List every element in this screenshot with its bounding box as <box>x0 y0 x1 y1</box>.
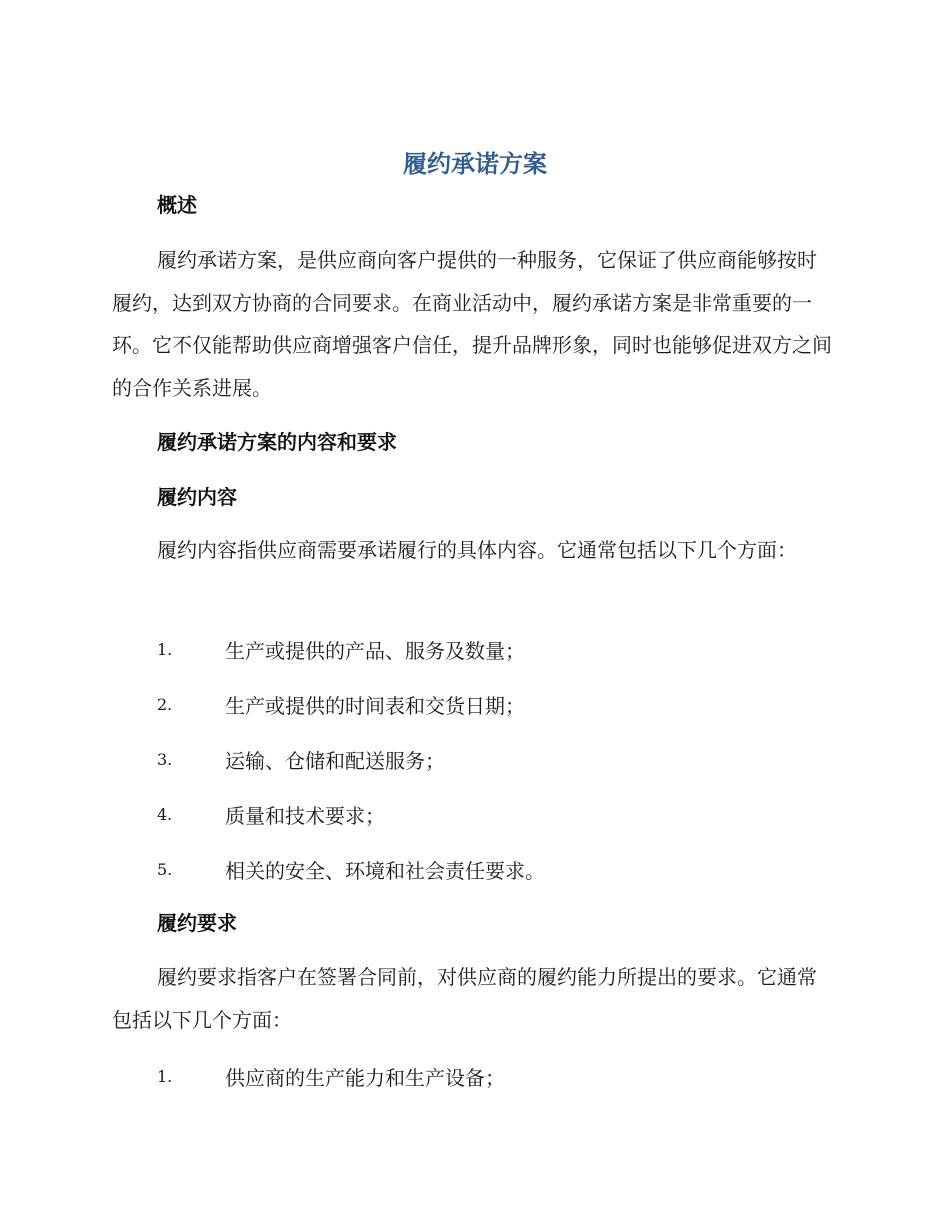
list-item-text: 生产或提供的产品、服务及数量； <box>225 638 525 663</box>
list-item <box>157 854 545 884</box>
list-item <box>157 799 385 829</box>
list-item-text: 供应商的生产能力和生产设备； <box>225 1065 505 1090</box>
list-item-text: 生产或提供的时间表和交货日期； <box>225 693 525 718</box>
list-item-number: 4. <box>157 804 173 824</box>
list-item-text: 运输、仓储和配送服务； <box>225 748 445 773</box>
list-item-number: 1. <box>157 1066 173 1086</box>
list-item-text: 相关的安全、环境和社会责任要求。 <box>225 858 545 883</box>
list-item <box>157 744 445 774</box>
list-item-number: 5. <box>157 859 173 879</box>
list-item <box>157 1061 505 1091</box>
list-item-number: 3. <box>157 749 173 769</box>
section-heading: 履约承诺方案的内容和要求 <box>157 430 397 454</box>
overview-paragraph: 履约承诺方案，是供应商向客户提供的一种服务，它保证了供应商能够按时履约，达到双方协商的合同要求。在商业活动中，履约承诺方案是非常重要的一环。它不仅能帮助供应商增强客户信任，提升品牌形象，同时也能够促进双方之间的合作关系进展。 <box>112 248 832 400</box>
content-paragraph: 履约内容指供应商需要承诺履行的具体内容。它通常包括以下几个方面： <box>157 538 797 562</box>
requirements-paragraph: 履约要求指客户在签署合同前，对供应商的履约能力所提出的要求。它通常包括以下几个方面： <box>112 965 817 1032</box>
document-title: 履约承诺方案 <box>403 150 547 178</box>
list-item <box>157 634 525 664</box>
requirements-heading: 履约要求 <box>157 911 237 935</box>
content-heading: 履约内容 <box>157 485 237 509</box>
overview-heading: 概述 <box>157 193 197 217</box>
list-item-text: 质量和技术要求； <box>225 803 385 828</box>
list-item <box>157 689 525 719</box>
list-item-number: 1. <box>157 639 173 659</box>
list-item-number: 2. <box>157 694 173 714</box>
